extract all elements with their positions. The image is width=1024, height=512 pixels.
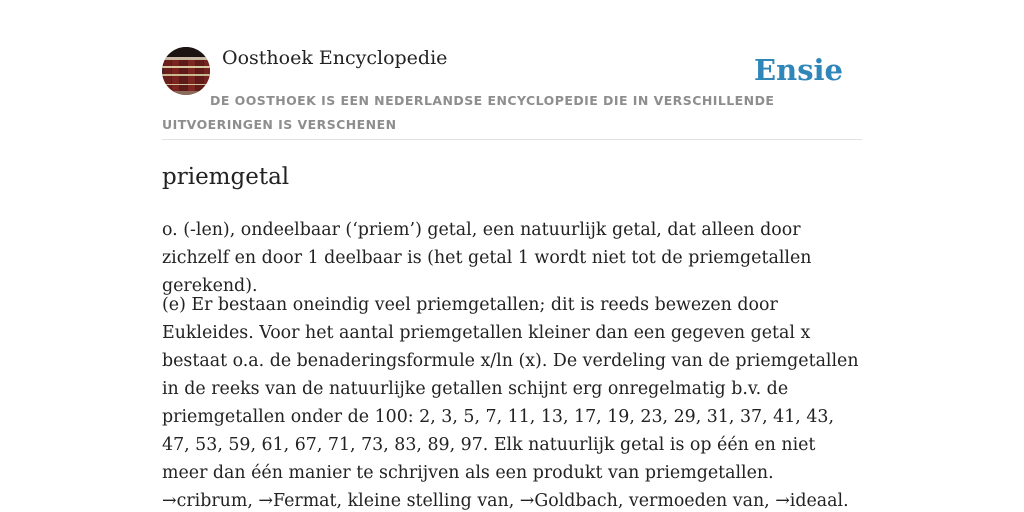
detail-paragraph-text: (e) Er bestaan oneindig veel priemgetallen; dit is reeds bewezen door Eukleides. Voor het aantal priemgetallen kleiner dan een gegeven getal x bestaat o.a. de benaderingsformule x/ln (x). De verdeling van de priemgetallen in de reeks van de natuurlijke getallen schijnt erg onregelmatig b.v. de priemgetallen onder de 100: 2, 3, 5, 7, 11, 13, 17, 19, 23, 29, 31, 37, 41, 43, 47, 53, 59, 61, 67, 71, 73, 83, 89, 97. Elk natuurlijk getal is op één en niet meer dan één manier te schrijven als een produkt van priemgetallen. bbox=[162, 295, 859, 483]
xref-link-cribrum[interactable] bbox=[162, 491, 253, 511]
site-title[interactable]: Oosthoek Encyclopedie bbox=[222, 47, 448, 69]
encyclopedia-books-avatar[interactable] bbox=[162, 47, 210, 95]
arrow-right-icon: → bbox=[519, 491, 535, 511]
brand-logo[interactable]: Ensie bbox=[754, 53, 843, 87]
xref-link-ideaal[interactable] bbox=[775, 491, 848, 511]
xref-label: ideaal. bbox=[789, 491, 849, 511]
detail-paragraph bbox=[162, 291, 862, 512]
arrow-right-icon: → bbox=[258, 491, 273, 511]
xref-link-goldbach[interactable] bbox=[520, 491, 770, 511]
arrow-right-icon: → bbox=[162, 491, 177, 511]
arrow-right-icon: → bbox=[775, 491, 790, 511]
xref-label: cribrum, bbox=[176, 491, 253, 511]
books-icon bbox=[162, 47, 210, 95]
entry-title: priemgetal bbox=[162, 164, 290, 190]
definition-paragraph: o. (-len), ondeelbaar (‘priem’) getal, een natuurlijk getal, dat alleen door zichzelf en door 1 deelbaar is (het getal 1 wordt niet tot de priemgetallen gerekend). bbox=[162, 220, 812, 296]
xref-label: Goldbach, vermoeden van, bbox=[534, 491, 770, 511]
site-tagline: DE OOSTHOEK IS EEN NEDERLANDSE ENCYCLOPEDIE DIE IN VERSCHILLENDE UITVOERINGEN IS VERSCHENEN bbox=[162, 93, 775, 132]
content-container bbox=[162, 46, 862, 511]
xref-label: Fermat, kleine stelling van, bbox=[272, 491, 515, 511]
xref-link-fermat[interactable] bbox=[258, 491, 514, 511]
site-header bbox=[162, 46, 862, 140]
